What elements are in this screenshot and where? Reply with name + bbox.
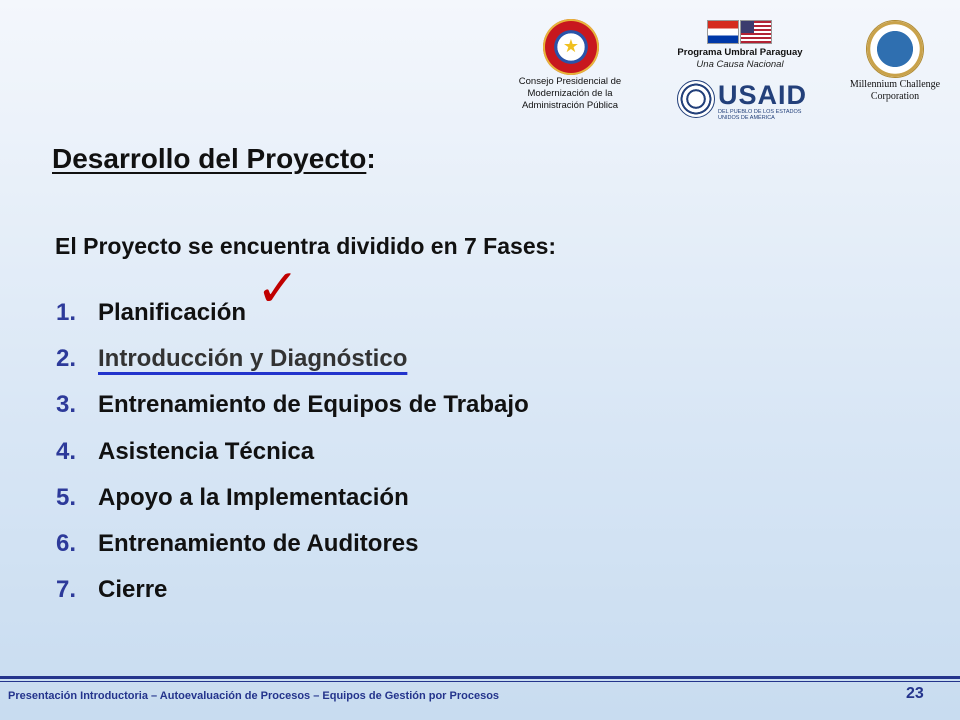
phase-number: 1. (56, 299, 77, 326)
phase-number: 2. (56, 345, 77, 373)
phase-label: Apoyo a la Implementación (98, 483, 409, 511)
slide-title-colon: : (366, 143, 376, 174)
phase-number: 5. (56, 483, 77, 511)
phase-number: 6. (56, 529, 77, 557)
slide-title-link[interactable]: Desarrollo del Proyecto (52, 143, 367, 174)
phase-link[interactable]: Introducción y Diagnóstico (98, 345, 408, 373)
paraguay-flag-icon (707, 20, 739, 44)
usaid-seal-logo (677, 80, 715, 118)
list-item[interactable] (56, 340, 529, 386)
intro-text: El Proyecto se encuentra dividido en 7 Fases: (55, 233, 557, 259)
checkmark-icon: ✓ (256, 260, 300, 318)
phase-number: 7. (56, 576, 77, 604)
phase-label: Cierre (98, 576, 168, 604)
phase-label: Planificación (98, 299, 247, 326)
list-item (56, 433, 529, 479)
usaid-subtitle: DEL PUEBLO DE LOS ESTADOS UNIDOS DE AMÉRICA (718, 109, 802, 121)
phase-number: 4. (56, 437, 77, 465)
phase-label: Entrenamiento de Auditores (98, 529, 419, 557)
paraguay-seal-logo (543, 19, 599, 75)
footer-divider (0, 676, 960, 679)
phase-label: Entrenamiento de Equipos de Trabajo (98, 391, 529, 419)
usaid-logo: USAID (718, 80, 808, 110)
mcc-caption: Millennium Challenge Corporation (849, 79, 941, 102)
list-item (56, 386, 529, 432)
phase-number: 3. (56, 391, 77, 419)
phase-label: Asistencia Técnica (98, 437, 315, 465)
list-item (56, 479, 529, 525)
footer-caption: Presentación Introductoria – Autoevaluación de Procesos – Equipos de Gestión por Procesos (8, 690, 500, 702)
star-icon: ★ (562, 36, 580, 56)
page-number: 23 (906, 685, 924, 702)
list-item (56, 525, 529, 571)
list-item (56, 260, 529, 340)
list-item (56, 571, 529, 617)
consejo-caption: Consejo Presidencial de Modernización de la Administración Pública (518, 76, 622, 111)
slide-title (52, 143, 376, 175)
mcc-seal-logo (866, 20, 924, 78)
footer-divider-thin (0, 681, 960, 682)
programa-subtitle: Una Causa Nacional (696, 59, 784, 70)
programa-title: Programa Umbral Paraguay (677, 47, 803, 58)
usa-flag-icon (740, 20, 772, 44)
phase-list (56, 260, 529, 617)
